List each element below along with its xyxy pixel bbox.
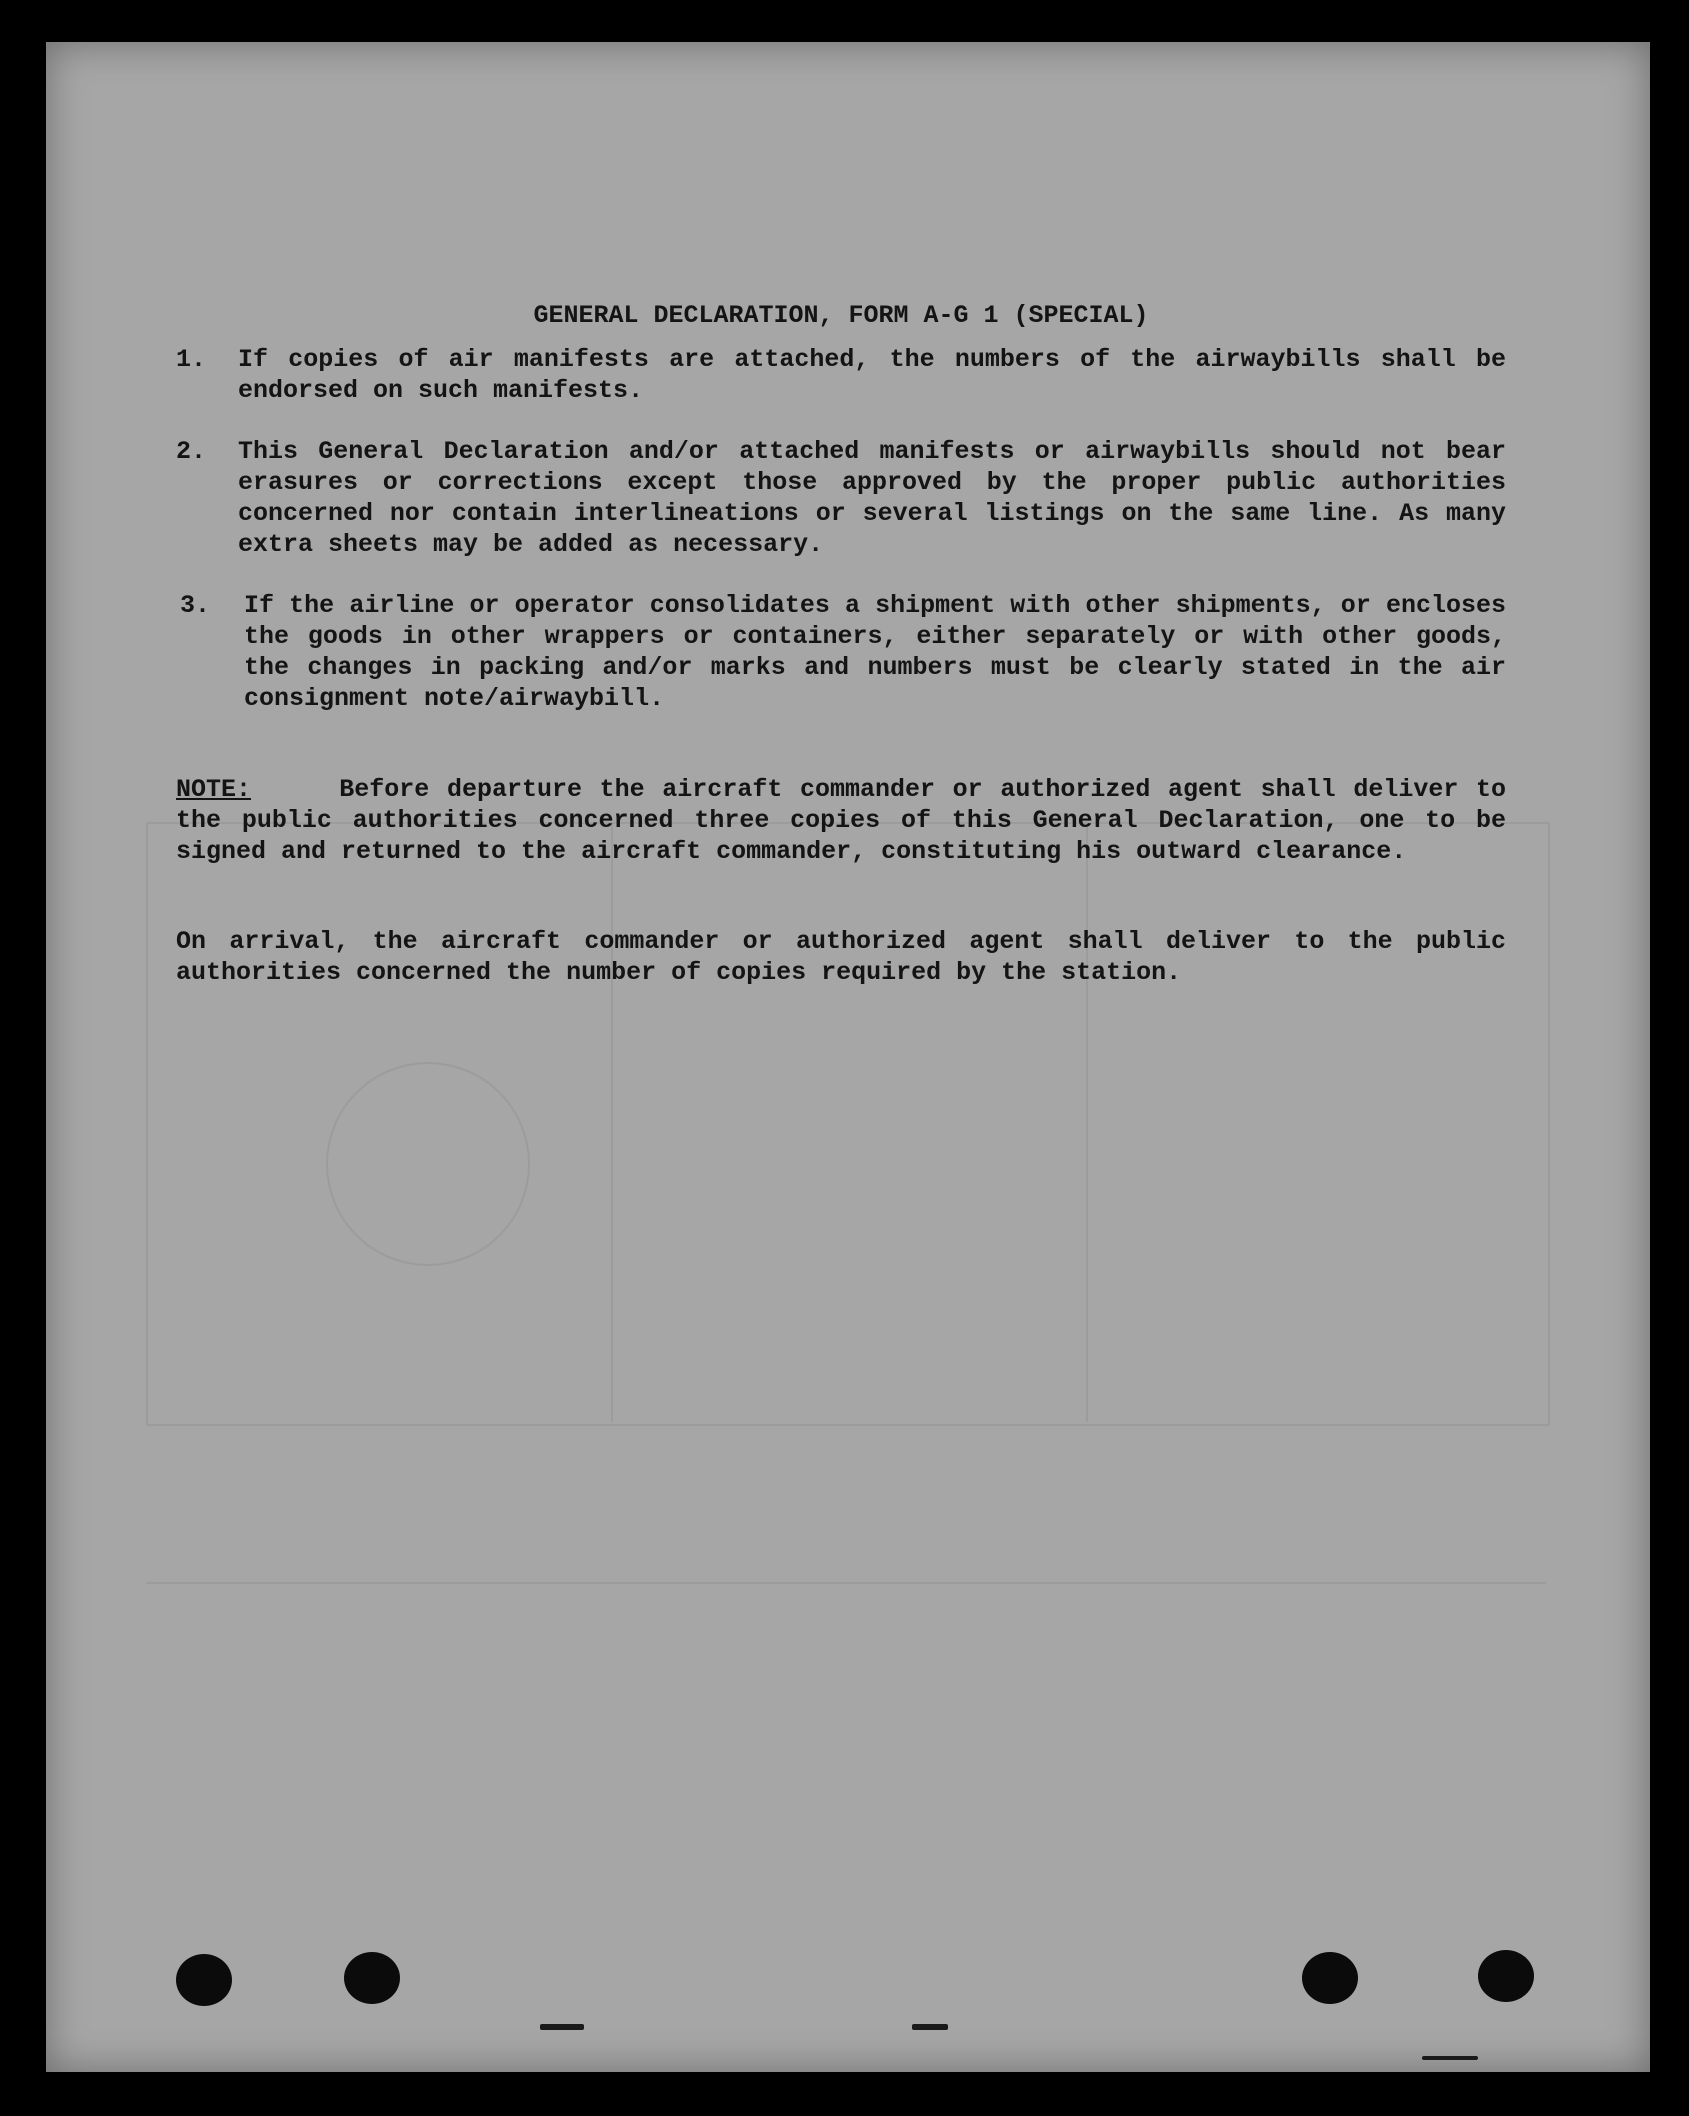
edge-speck xyxy=(1422,2056,1478,2060)
punch-hole xyxy=(1478,1950,1534,2002)
item-text: If the airline or operator consolidates a shipment with other shipments, or encloses the goods in other wrappers or containers, either separately or with other goods, the changes in packing and/or marks and numbers must be clearly stated in the air consignment note/airwaybill. xyxy=(244,591,1506,713)
note-text: Before departure the aircraft commander or authorized agent shall deliver to the public authorities concerned three copies of this General Declaration, one to be signed and returned to the aircraft commander, constituting his outward clearance. xyxy=(176,775,1507,866)
item-number: 1. xyxy=(176,345,207,374)
item-text: This General Declaration and/or attached manifests or airwaybills should not bear erasures or corrections except those approved by the proper public authorities concerned nor contain interlineations or several listings on the same line. As many extra sheets may be added as necessary. xyxy=(238,437,1506,559)
punch-hole xyxy=(1302,1952,1358,2004)
item-number: 2. xyxy=(176,437,207,466)
bleed-through-rule xyxy=(146,1582,1546,1584)
document-sheet xyxy=(46,42,1650,2072)
bleed-through-stamp xyxy=(326,1062,530,1266)
item-text: If copies of air manifests are attached, the numbers of the airwaybills shall be endorsed on such manifests. xyxy=(238,345,1506,405)
note-paragraph xyxy=(176,774,1506,867)
punch-hole xyxy=(344,1952,400,2004)
punch-hole xyxy=(176,1954,232,2006)
bleed-through-column xyxy=(1086,822,1088,1422)
arrival-paragraph: On arrival, the aircraft commander or authorized agent shall deliver to the public authorities concerned the number of copies required by the station. xyxy=(176,927,1506,987)
bleed-through-column xyxy=(611,822,613,1422)
item-number: 3. xyxy=(180,591,211,620)
edge-speck xyxy=(912,2024,948,2030)
note-label: NOTE: xyxy=(176,775,252,804)
edge-speck xyxy=(540,2024,584,2030)
page-title: GENERAL DECLARATION, FORM A-G 1 (SPECIAL) xyxy=(533,301,1149,330)
